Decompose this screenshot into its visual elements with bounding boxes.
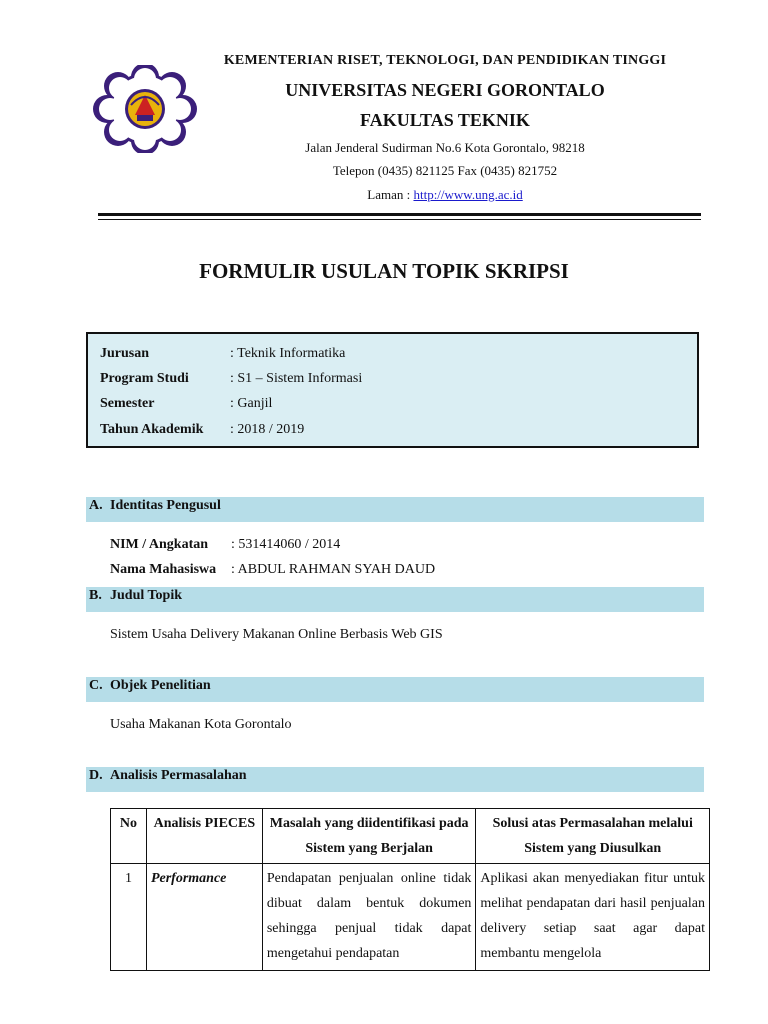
row-masalah: Pendapatan penjualan online tidak dibuat dalam bentuk dokumen sehingga penjual tidak dapat mengetahui pendapatan bbox=[262, 864, 476, 971]
header-masalah: Masalah yang diidentifikasi pada Sistem yang Berjalan bbox=[262, 809, 476, 864]
header-solusi: Solusi atas Permasalahan melalui Sistem yang Diusulkan bbox=[476, 809, 710, 864]
semester-value: : Ganjil bbox=[230, 396, 273, 411]
section-b-letter: B. bbox=[89, 588, 102, 603]
row-analisis: Performance bbox=[146, 864, 262, 971]
row-no: 1 bbox=[111, 864, 147, 971]
judul-topik-text: Sistem Usaha Delivery Makanan Online Berbasis Web GIS bbox=[110, 627, 443, 642]
section-c-header bbox=[86, 677, 704, 702]
nim-value: : 531414060 / 2014 bbox=[231, 537, 341, 552]
section-b-title: Judul Topik bbox=[110, 588, 183, 603]
section-d-title: Analisis Permasalahan bbox=[110, 768, 247, 783]
table-row bbox=[111, 864, 710, 971]
section-a-title: Identitas Pengusul bbox=[110, 498, 221, 513]
tahun-label: Tahun Akademik bbox=[100, 422, 204, 437]
jurusan-label: Jurusan bbox=[100, 346, 150, 361]
website-label: Laman : bbox=[367, 187, 414, 202]
header-divider-thick bbox=[98, 213, 701, 216]
header-analisis: Analisis PIECES bbox=[146, 809, 262, 864]
university-name: UNIVERSITAS NEGERI GORONTALO bbox=[285, 80, 605, 100]
section-a-header bbox=[86, 497, 704, 522]
ministry-name: KEMENTERIAN RISET, TEKNOLOGI, DAN PENDIDIKAN TINGGI bbox=[223, 53, 667, 68]
header-divider-thin bbox=[98, 219, 701, 220]
prodi-label: Program Studi bbox=[100, 371, 189, 386]
website-line bbox=[180, 187, 710, 203]
section-c-letter: C. bbox=[89, 678, 103, 693]
section-b-header bbox=[86, 587, 704, 612]
section-d-letter: D. bbox=[89, 768, 103, 783]
prodi-value: : S1 – Sistem Informasi bbox=[230, 371, 363, 386]
objek-penelitian-text: Usaha Makanan Kota Gorontalo bbox=[110, 717, 292, 732]
section-c-title: Objek Penelitian bbox=[110, 678, 211, 693]
nim-label: NIM / Angkatan bbox=[110, 537, 209, 552]
section-a-letter: A. bbox=[89, 498, 103, 513]
tahun-value: : 2018 / 2019 bbox=[230, 422, 305, 437]
phone-fax: Telepon (0435) 821125 Fax (0435) 821752 bbox=[332, 163, 558, 178]
academic-info-box bbox=[86, 332, 699, 448]
website-link[interactable]: http://www.ung.ac.id bbox=[413, 187, 523, 202]
jurusan-value: : Teknik Informatika bbox=[230, 346, 346, 361]
row-solusi: Aplikasi akan menyediakan fitur untuk melihat pendapatan dari hasil penjualan delivery setiap saat agar dapat membantu mengelola bbox=[476, 864, 710, 971]
nama-label: Nama Mahasiswa bbox=[110, 562, 217, 577]
header-no: No bbox=[111, 809, 147, 864]
faculty-name: FAKULTAS TEKNIK bbox=[360, 110, 530, 130]
pieces-analysis-table bbox=[110, 808, 710, 971]
semester-label: Semester bbox=[100, 396, 155, 411]
section-d-header bbox=[86, 767, 704, 792]
table-header-row bbox=[111, 809, 710, 864]
document-title: FORMULIR USULAN TOPIK SKRIPSI bbox=[199, 259, 569, 283]
nama-value: : ABDUL RAHMAN SYAH DAUD bbox=[231, 562, 436, 577]
address: Jalan Jenderal Sudirman No.6 Kota Gorontalo, 98218 bbox=[305, 140, 585, 155]
